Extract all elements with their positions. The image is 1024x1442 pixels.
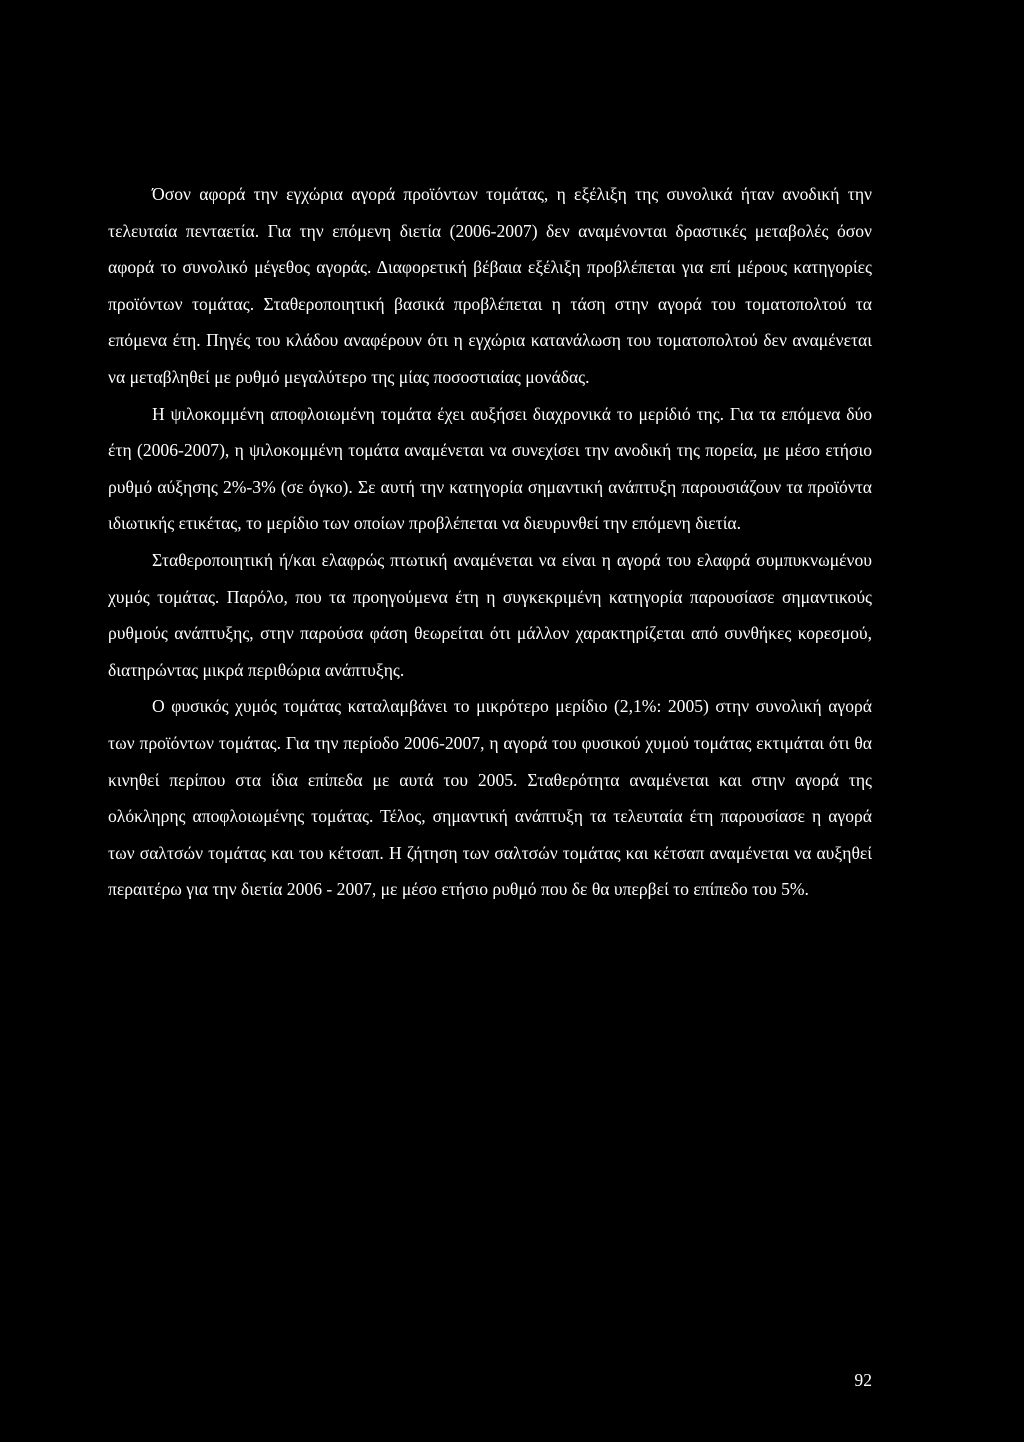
page-number: 92 bbox=[854, 1370, 872, 1390]
paragraph-chopped-tomato: Η ψιλοκομμένη αποφλοιωμένη τομάτα έχει αυξήσει διαχρονικά το μερίδιό της. Για τα επόμενα δύο έτη (2006-2007), η ψιλοκομμένη τομάτα αναμένεται να συνεχίσει την ανοδική της πορεία, με μέσο ετήσιο ρυθμό αύξησης 2%-3% (σε όγκο). Σε αυτή την κατηγορία σημαντική ανάπτυξη παρουσιάζουν τα προϊόντα ιδιωτικής ετικέτας, το μερίδιο των οποίων προβλέπεται να διευρυνθεί την επόμενη διετία. bbox=[108, 403, 872, 534]
paragraph-concentrated-juice: Σταθεροποιητική ή/και ελαφρώς πτωτική αναμένεται να είναι η αγορά του ελαφρά συμπυκνωμένου χυμός τομάτας. Παρόλο, που τα προηγούμενα έτη η συγκεκριμένη κατηγορία παρουσίασε σημαντικούς ρυθμούς ανάπτυξης, στην παρούσα φάση θεωρείται ότι μάλλον χαρακτηρίζεται από συνθήκες κορεσμού, διατηρώντας μικρά περιθώρια ανάπτυξης. bbox=[108, 549, 872, 680]
body-text bbox=[108, 176, 872, 908]
paragraph-domestic-market: Όσον αφορά την εγχώρια αγορά προϊόντων τομάτας, η εξέλιξη της συνολικά ήταν ανοδική την τελευταία πενταετία. Για την επόμενη διετία (2006-2007) δεν αναμένονται δραστικές μεταβολές όσον αφορά το συνολικό μέγεθος αγοράς. Διαφορετική βέβαια εξέλιξη προβλέπεται για επί μέρους κατηγορίες προϊόντων τομάτας. Σταθεροποιητική βασικά προβλέπεται η τάση στην αγορά του τοματοπολτού τα επόμενα έτη. Πηγές του κλάδου αναφέρουν ότι η εγχώρια κατανάλωση του τοματοπολτού δεν αναμένεται να μεταβληθεί με ρυθμό μεγαλύτερο της μίας ποσοστιαίας μονάδας. bbox=[108, 184, 872, 387]
paragraph-natural-juice: Ο φυσικός χυμός τομάτας καταλαμβάνει το μικρότερο μερίδιο (2,1%: 2005) στην συνολική αγορά των προϊόντων τομάτας. Για την περίοδο 2006-2007, η αγορά του φυσικού χυμού τομάτας εκτιμάται ότι θα κινηθεί περίπου στα ίδια επίπεδα με αυτά του 2005. Σταθερότητα αναμένεται και στην αγορά της ολόκληρης αποφλοιωμένης τομάτας. Τέλος, σημαντική ανάπτυξη τα τελευταία έτη παρουσίασε η αγορά των σαλτσών τομάτας και του κέτσαπ. Η ζήτηση των σαλτσών τομάτας και κέτσαπ αναμένεται να αυξηθεί περαιτέρω για την διετία 2006 - 2007, με μέσο ετήσιο ρυθμό που δε θα υπερβεί το επίπεδο του 5%. bbox=[108, 696, 872, 900]
